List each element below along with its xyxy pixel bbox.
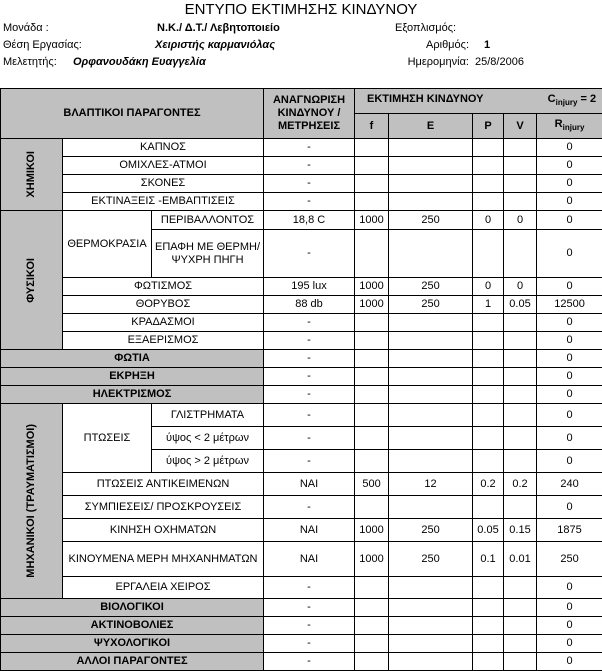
cell-p[interactable] <box>473 332 504 350</box>
cell-v[interactable] <box>504 314 537 332</box>
cell-rec[interactable]: - <box>264 653 355 671</box>
row-label: ΕΡΓΑΛΕΙΑ ΧΕΙΡΟΣ <box>63 577 264 599</box>
cell-f[interactable] <box>355 386 389 404</box>
number-label: Αριθμός: <box>426 38 469 51</box>
cell-v[interactable] <box>504 193 537 211</box>
table-row <box>1 653 602 671</box>
group-temperature: ΘΕΡΜΟΚΡΑΣΙΑ <box>63 211 152 278</box>
cell-p[interactable] <box>473 404 504 427</box>
cell-v[interactable] <box>504 599 537 617</box>
cell-f[interactable]: 1000 <box>355 542 389 577</box>
cell-e[interactable] <box>389 350 473 368</box>
cell-rec[interactable]: - <box>264 577 355 599</box>
cell-f[interactable] <box>355 230 389 278</box>
cell-rec[interactable]: - <box>264 139 355 157</box>
cell-f[interactable]: 1000 <box>355 211 389 230</box>
cell-e[interactable] <box>389 386 473 404</box>
cell-r[interactable]: 0 <box>537 577 602 599</box>
cell-f[interactable] <box>355 635 389 653</box>
table-row <box>1 542 602 577</box>
cell-v[interactable] <box>504 496 537 519</box>
cell-r[interactable]: 0 <box>537 175 602 193</box>
researcher-value[interactable]: Ορφανουδάκη Ευαγγελία <box>73 55 206 68</box>
cell-r[interactable]: 0 <box>537 350 602 368</box>
row-label: ΟΜΙΧΛΕΣ-ΑΤΜΟΙ <box>63 157 264 175</box>
cell-p[interactable]: 0.1 <box>473 542 504 577</box>
cell-p[interactable] <box>473 577 504 599</box>
cell-e[interactable] <box>389 577 473 599</box>
table-row <box>1 139 602 157</box>
cell-rec[interactable]: - <box>264 314 355 332</box>
cell-v[interactable] <box>504 404 537 427</box>
cell-r[interactable]: 0 <box>537 230 602 278</box>
cell-e[interactable] <box>389 450 473 473</box>
cell-f[interactable] <box>355 617 389 635</box>
cell-e[interactable] <box>389 314 473 332</box>
cell-p[interactable] <box>473 450 504 473</box>
cell-p[interactable] <box>473 230 504 278</box>
cell-v[interactable] <box>504 577 537 599</box>
cell-rec[interactable]: ΝΑΙ <box>264 473 355 496</box>
col-v: V <box>504 114 537 139</box>
group-falls: ΠΤΩΣΕΙΣ <box>63 404 152 473</box>
cell-p[interactable]: 0 <box>473 211 504 230</box>
group-chemical: ΧΗΜΙΚΟΙ <box>1 139 63 211</box>
cell-e[interactable] <box>389 653 473 671</box>
col-p: P <box>473 114 504 139</box>
cell-r[interactable]: 0 <box>537 386 602 404</box>
cell-p[interactable] <box>473 617 504 635</box>
researcher-label: Μελετητής: <box>3 55 57 68</box>
cell-r[interactable]: 0 <box>537 332 602 350</box>
table-row <box>1 404 602 427</box>
cell-v[interactable] <box>504 617 537 635</box>
row-label: ΚΙΝΗΣΗ ΟΧΗΜΑΤΩΝ <box>63 519 264 542</box>
cell-rec[interactable]: - <box>264 617 355 635</box>
cell-rec[interactable]: - <box>264 496 355 519</box>
cell-p[interactable] <box>473 368 504 386</box>
cell-r[interactable]: 0 <box>537 211 602 230</box>
row-label: ΨΥΧΟΛΟΓΙΚΟΙ <box>1 635 264 653</box>
cell-rec[interactable]: - <box>264 635 355 653</box>
cell-rec[interactable]: - <box>264 386 355 404</box>
cell-r[interactable]: 0 <box>537 368 602 386</box>
cell-p[interactable] <box>473 635 504 653</box>
row-label: ΦΩΤΙΣΜΟΣ <box>63 278 264 296</box>
cell-p[interactable] <box>473 175 504 193</box>
equipment-value[interactable] <box>522 19 602 36</box>
cell-f[interactable] <box>355 139 389 157</box>
cell-p[interactable] <box>473 653 504 671</box>
cell-e[interactable] <box>389 427 473 450</box>
cell-e[interactable]: 250 <box>389 211 473 230</box>
cell-f[interactable]: 1000 <box>355 519 389 542</box>
date-label: Ημερομηνία: <box>407 55 469 68</box>
cell-f[interactable] <box>355 175 389 193</box>
cell-v[interactable] <box>504 450 537 473</box>
row-label: ΣΥΜΠΙΕΣΕΙΣ/ ΠΡΟΣΚΡΟΥΣΕΙΣ <box>63 496 264 519</box>
cell-p[interactable] <box>473 599 504 617</box>
cell-rec[interactable]: 88 db <box>264 296 355 314</box>
cell-v[interactable]: 0 <box>504 278 537 296</box>
cell-v[interactable] <box>504 350 537 368</box>
cell-p[interactable] <box>473 157 504 175</box>
table-row <box>1 175 602 193</box>
cell-e[interactable] <box>389 496 473 519</box>
cell-e[interactable]: 250 <box>389 278 473 296</box>
cell-f[interactable] <box>355 496 389 519</box>
cell-e[interactable] <box>389 635 473 653</box>
row-label: ΕΠΑΦΗ ΜΕ ΘΕΡΜΗ/ ΨΥΧΡΗ ΠΗΓΗ <box>152 230 264 278</box>
cell-r[interactable]: 0 <box>537 139 602 157</box>
recognition-header: ΑΝΑΓΝΩΡΙΣΗ ΚΙΝΔΥΝΟΥ / ΜΕΤΡΗΣΕΙΣ <box>264 89 355 139</box>
row-label: ΣΚΟΝΕΣ <box>63 175 264 193</box>
cell-f[interactable] <box>355 193 389 211</box>
cell-r[interactable]: 0 <box>537 599 602 617</box>
table-row <box>1 386 602 404</box>
cell-p[interactable]: 0.2 <box>473 473 504 496</box>
cell-r[interactable]: 0 <box>537 617 602 635</box>
table-row <box>1 577 602 599</box>
cell-r[interactable]: 0 <box>537 404 602 427</box>
cell-rec[interactable]: - <box>264 350 355 368</box>
cell-f[interactable] <box>355 350 389 368</box>
cell-p[interactable] <box>473 496 504 519</box>
cell-v[interactable] <box>504 157 537 175</box>
table-row <box>1 519 602 542</box>
date-value[interactable]: 25/8/2006 <box>475 55 524 68</box>
cell-e[interactable] <box>389 599 473 617</box>
cell-f[interactable] <box>355 332 389 350</box>
cell-e[interactable]: 250 <box>389 296 473 314</box>
row-label: ΚΑΠΝΟΣ <box>63 139 264 157</box>
cell-rec[interactable]: - <box>264 404 355 427</box>
cell-e[interactable] <box>389 368 473 386</box>
cell-rec[interactable]: - <box>264 427 355 450</box>
cell-rec[interactable]: - <box>264 157 355 175</box>
cell-r[interactable]: 0 <box>537 157 602 175</box>
group-physical: ΦΥΣΙΚΟΙ <box>1 211 63 350</box>
row-label: ύψος < 2 μέτρων <box>152 427 264 450</box>
cell-rec[interactable]: - <box>264 230 355 278</box>
cell-v[interactable]: 0.2 <box>504 473 537 496</box>
cell-f[interactable] <box>355 368 389 386</box>
cell-f[interactable]: 500 <box>355 473 389 496</box>
cell-v[interactable]: 0 <box>504 211 537 230</box>
cell-r[interactable]: 0 <box>537 314 602 332</box>
cell-p[interactable] <box>473 350 504 368</box>
table-row <box>1 599 602 617</box>
cell-v[interactable] <box>504 230 537 278</box>
cell-v[interactable]: 0.15 <box>504 519 537 542</box>
cell-rec[interactable]: - <box>264 450 355 473</box>
row-label: ΘΟΡΥΒΟΣ <box>63 296 264 314</box>
cell-rec[interactable]: - <box>264 193 355 211</box>
cell-e[interactable]: 250 <box>389 542 473 577</box>
cell-e[interactable] <box>389 139 473 157</box>
row-label: ΕΚΤΙΝΑΞΕΙΣ -ΕΜΒΑΠΤΙΣΕΙΣ <box>63 193 264 211</box>
cell-r[interactable]: 0 <box>537 635 602 653</box>
cell-f[interactable]: 1000 <box>355 296 389 314</box>
cell-r[interactable]: 0 <box>537 427 602 450</box>
cell-v[interactable]: 0.01 <box>504 542 537 577</box>
estimation-header <box>355 89 602 114</box>
cell-r[interactable]: 0 <box>537 653 602 671</box>
row-label: ΚΡΑΔΑΣΜΟΙ <box>63 314 264 332</box>
cell-rec[interactable]: - <box>264 175 355 193</box>
position-label: Θέση Εργασίας: <box>3 38 82 51</box>
cell-p[interactable] <box>473 386 504 404</box>
cell-v[interactable]: 0.05 <box>504 296 537 314</box>
row-label: ΚΙΝΟΥΜΕΝΑ ΜΕΡΗ ΜΗΧΑΝΗΜΑΤΩΝ <box>63 542 264 577</box>
row-label: ύψος > 2 μέτρων <box>152 450 264 473</box>
cell-v[interactable] <box>504 386 537 404</box>
table-row <box>1 278 602 296</box>
cell-v[interactable] <box>504 139 537 157</box>
row-label: ΗΛΕΚΤΡΙΣΜΟΣ <box>1 386 264 404</box>
cell-r[interactable]: 250 <box>537 542 602 577</box>
table-row <box>1 350 602 368</box>
cell-p[interactable] <box>473 139 504 157</box>
table-row <box>1 473 602 496</box>
cell-v[interactable] <box>504 427 537 450</box>
row-label: ΦΩΤΙΑ <box>1 350 264 368</box>
risk-table <box>0 88 602 671</box>
cell-f[interactable] <box>355 450 389 473</box>
cell-e[interactable] <box>389 175 473 193</box>
col-f: f <box>355 114 389 139</box>
row-label: ΠΤΩΣΕΙΣ ΑΝΤΙΚΕΙΜΕΝΩΝ <box>63 473 264 496</box>
table-row <box>1 193 602 211</box>
table-row <box>1 496 602 519</box>
cell-r[interactable]: 0 <box>537 496 602 519</box>
row-label: ΒΙΟΛΟΓΙΚΟΙ <box>1 599 264 617</box>
row-label: ΑΛΛΟΙ ΠΑΡΑΓΟΝΤΕΣ <box>1 653 264 671</box>
cell-p[interactable] <box>473 314 504 332</box>
cell-f[interactable] <box>355 599 389 617</box>
number-value[interactable]: 1 <box>484 38 491 51</box>
cell-rec[interactable]: ΝΑΙ <box>264 542 355 577</box>
cell-f[interactable] <box>355 653 389 671</box>
cell-rec[interactable]: 18,8 C <box>264 211 355 230</box>
cell-r[interactable]: 0 <box>537 278 602 296</box>
cell-f[interactable] <box>355 314 389 332</box>
cell-e[interactable] <box>389 617 473 635</box>
row-label: ΑΚΤΙΝΟΒΟΛΙΕΣ <box>1 617 264 635</box>
row-label: ΓΛΙΣΤΡΗΜΑΤΑ <box>152 404 264 427</box>
form-title: ΕΝΤΥΠΟ ΕΚΤΙΜΗΣΗΣ ΚΙΝΔΥΝΟΥ <box>184 1 418 18</box>
table-row <box>1 332 602 350</box>
factors-header: ΒΛΑΠΤΙΚΟΙ ΠΑΡΑΓΟΝΤΕΣ <box>1 89 264 139</box>
cell-e[interactable]: 12 <box>389 473 473 496</box>
row-label: ΕΞΑΕΡΙΣΜΟΣ <box>63 332 264 350</box>
unit-value[interactable]: Ν.Κ./ Δ.Τ./ Λεβητοποιείο <box>157 21 280 34</box>
cell-r[interactable]: 12500 <box>537 296 602 314</box>
cell-p[interactable]: 1 <box>473 296 504 314</box>
cell-rec[interactable]: 195 lux <box>264 278 355 296</box>
cell-r[interactable]: 240 <box>537 473 602 496</box>
cell-v[interactable] <box>504 175 537 193</box>
cell-e[interactable] <box>389 157 473 175</box>
table-row <box>1 211 602 230</box>
cell-e[interactable] <box>389 230 473 278</box>
form-header <box>0 19 602 70</box>
estimation-label: ΕΚΤΙΜΗΣΗ ΚΙΝΔΥΝΟΥ <box>367 92 484 105</box>
row-label: ΠΕΡΙΒΑΛΛΟΝΤΟΣ <box>152 211 264 230</box>
table-row <box>1 368 602 386</box>
table-row <box>1 635 602 653</box>
cell-e[interactable] <box>389 404 473 427</box>
col-r: $R_{injury}$ <box>537 114 602 139</box>
group-mechanical: ΜΗΧΑΝΙΚΟΙ (ΤΡΑΥΜΑΤΙΣΜΟΙ) <box>1 404 63 599</box>
table-row <box>1 314 602 332</box>
position-value[interactable]: Χειριστής καρμανιόλας <box>155 38 276 51</box>
cell-e[interactable]: 250 <box>389 519 473 542</box>
cell-v[interactable] <box>504 635 537 653</box>
cell-p[interactable]: 0.05 <box>473 519 504 542</box>
cell-rec[interactable]: - <box>264 368 355 386</box>
cell-f[interactable] <box>355 577 389 599</box>
cell-rec[interactable]: ΝΑΙ <box>264 519 355 542</box>
equipment-label: Εξοπλισμός: <box>395 21 457 34</box>
cell-f[interactable] <box>355 157 389 175</box>
cell-e[interactable] <box>389 193 473 211</box>
cell-v[interactable] <box>504 368 537 386</box>
cell-r[interactable]: 0 <box>537 450 602 473</box>
cell-p[interactable] <box>473 427 504 450</box>
table-row <box>1 296 602 314</box>
cell-rec[interactable]: - <box>264 332 355 350</box>
cell-v[interactable] <box>504 653 537 671</box>
cell-v[interactable] <box>504 332 537 350</box>
c-injury: $C_{injury} = 2$ <box>547 92 597 108</box>
cell-f[interactable]: 1000 <box>355 278 389 296</box>
table-row <box>1 617 602 635</box>
unit-label: Μονάδα : <box>3 21 49 34</box>
cell-p[interactable]: 0 <box>473 278 504 296</box>
table-row <box>1 157 602 175</box>
cell-f[interactable] <box>355 427 389 450</box>
col-e: E <box>389 114 473 139</box>
cell-e[interactable] <box>389 332 473 350</box>
cell-p[interactable] <box>473 193 504 211</box>
cell-r[interactable]: 0 <box>537 193 602 211</box>
cell-r[interactable]: 1875 <box>537 519 602 542</box>
cell-rec[interactable]: - <box>264 599 355 617</box>
row-label: ΕΚΡΗΞΗ <box>1 368 264 386</box>
cell-f[interactable] <box>355 404 389 427</box>
